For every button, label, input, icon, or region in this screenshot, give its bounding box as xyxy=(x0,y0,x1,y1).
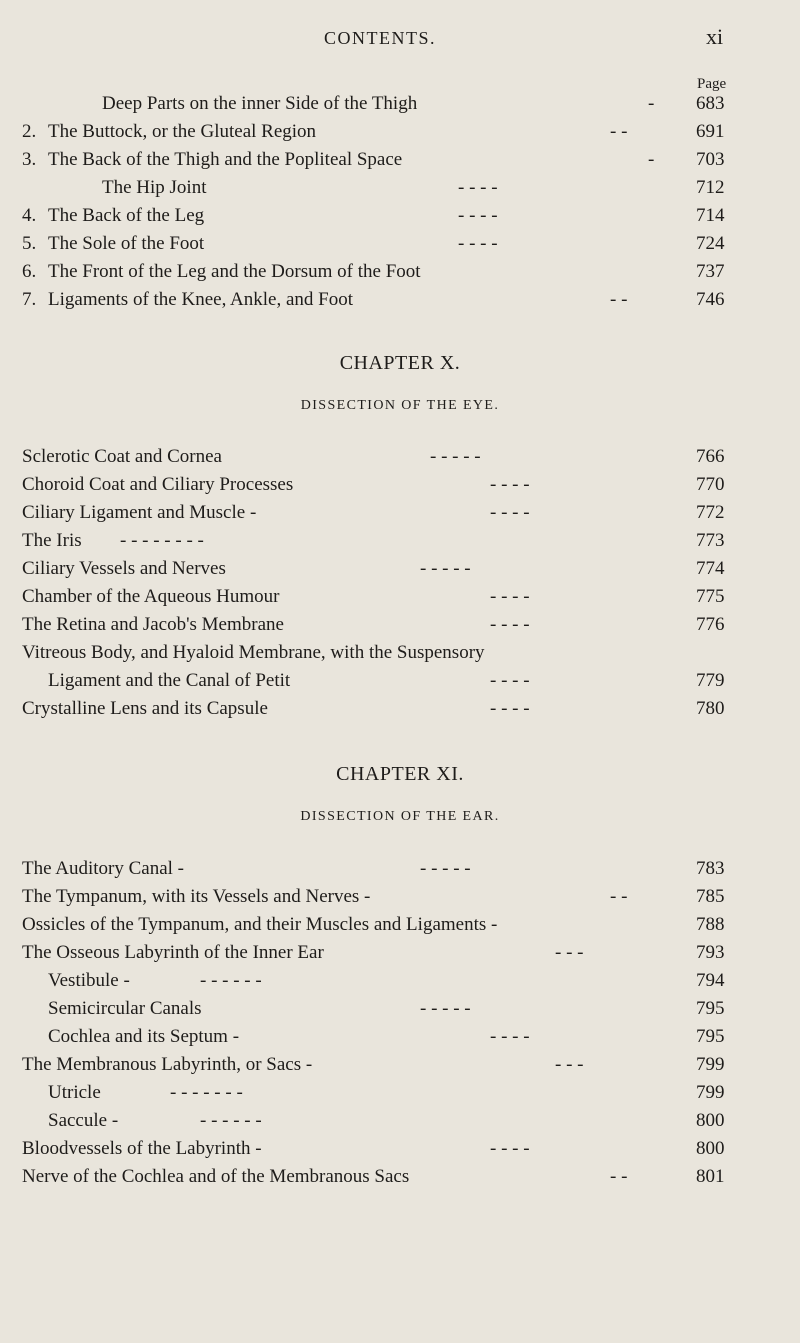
entry-page: 772 xyxy=(696,502,725,523)
entry-title: Nerve of the Cochlea and of the Membranous Sacs xyxy=(22,1166,410,1187)
entry-title: Utricle xyxy=(48,1082,101,1103)
toc-entry xyxy=(0,855,800,883)
entry-title: Vitreous Body, and Hyaloid Membrane, with the Suspensory xyxy=(22,642,485,663)
entry-page: 714 xyxy=(696,205,725,226)
entry-page: 801 xyxy=(696,1166,725,1187)
entry-page: 783 xyxy=(696,858,725,879)
entry-page: 712 xyxy=(696,177,725,198)
entry-title: The Buttock, or the Gluteal Region xyxy=(48,121,317,142)
entry-leader: - - - - - - xyxy=(200,970,262,991)
entry-number: 6. xyxy=(22,261,37,282)
entry-title: Sclerotic Coat and Cornea xyxy=(22,446,222,467)
chapter-heading: CHAPTER X. xyxy=(339,352,461,374)
entry-leader: - - - xyxy=(555,1054,584,1075)
entry-title: Cochlea and its Septum - xyxy=(48,1026,240,1047)
entry-page: 775 xyxy=(696,586,725,607)
entry-title: Ligament and the Canal of Petit xyxy=(48,670,291,691)
entry-leader: - - - - - - xyxy=(200,1110,262,1131)
entry-leader: - - - - xyxy=(490,586,530,607)
entry-leader: - - xyxy=(610,289,628,310)
entry-title: Deep Parts on the inner Side of the Thigh xyxy=(102,93,418,114)
toc-entry xyxy=(0,583,800,611)
entry-leader: - - - - - xyxy=(420,558,471,579)
page-column-label: Page xyxy=(697,76,727,92)
entry-title: Vestibule - xyxy=(48,970,130,991)
toc-entry xyxy=(0,639,800,667)
entry-title: The Osseous Labyrinth of the Inner Ear xyxy=(22,942,324,963)
entry-page: 794 xyxy=(696,970,725,991)
entry-page: 770 xyxy=(696,474,725,495)
entry-leader: - - xyxy=(610,886,628,907)
page-folio: xi xyxy=(706,24,724,49)
entry-page: 785 xyxy=(696,886,725,907)
entry-title: Bloodvessels of the Labyrinth - xyxy=(22,1138,262,1159)
entry-leader: - - - - - xyxy=(420,858,471,879)
entry-leader: - xyxy=(648,149,655,170)
entry-page: 799 xyxy=(696,1054,725,1075)
toc-entry xyxy=(0,202,800,230)
entry-title: Saccule - xyxy=(48,1110,119,1131)
toc-entry xyxy=(0,883,800,911)
entry-leader: - - - - xyxy=(490,474,530,495)
toc-entry xyxy=(0,443,800,471)
entry-leader: - - - - xyxy=(458,233,498,254)
entry-title: Crystalline Lens and its Capsule xyxy=(22,698,268,719)
entry-leader: - - xyxy=(610,121,628,142)
toc-entry xyxy=(0,527,800,555)
entry-leader: - - - - xyxy=(458,177,498,198)
entry-page: 773 xyxy=(696,530,725,551)
entry-title: Choroid Coat and Ciliary Processes xyxy=(22,474,294,495)
entry-page: 766 xyxy=(696,446,725,467)
entry-leader: - - - - xyxy=(490,698,530,719)
entry-title: Ciliary Vessels and Nerves xyxy=(22,558,226,579)
entry-number: 5. xyxy=(22,233,37,254)
toc-entry xyxy=(0,1135,800,1163)
entry-page: 691 xyxy=(696,121,725,142)
entry-title: The Tympanum, with its Vessels and Nerves - xyxy=(22,886,371,907)
toc-entry xyxy=(0,995,800,1023)
entry-leader: - - xyxy=(610,1166,628,1187)
entry-page: 683 xyxy=(696,93,725,114)
entry-title: Ossicles of the Tympanum, and their Muscles and Ligaments - xyxy=(22,914,498,935)
entry-leader: - - - - xyxy=(490,1138,530,1159)
entry-title: The Membranous Labyrinth, or Sacs - xyxy=(22,1054,313,1075)
entry-number: 4. xyxy=(22,205,37,226)
toc-entry xyxy=(0,146,800,174)
entry-page: 793 xyxy=(696,942,725,963)
entry-title: Ligaments of the Knee, Ankle, and Foot xyxy=(48,289,353,310)
entry-page: 779 xyxy=(696,670,725,691)
entry-page: 795 xyxy=(696,1026,725,1047)
toc-entry xyxy=(0,230,800,258)
entry-title: The Front of the Leg and the Dorsum of the Foot xyxy=(48,261,421,282)
running-title: CONTENTS. xyxy=(324,28,436,48)
toc-entry xyxy=(0,1079,800,1107)
entry-leader: - - - - xyxy=(490,614,530,635)
entry-page: 799 xyxy=(696,1082,725,1103)
toc-entry xyxy=(0,258,800,286)
entry-page: 795 xyxy=(696,998,725,1019)
entry-page: 737 xyxy=(696,261,725,282)
chapter-subject: DISSECTION OF THE EAR. xyxy=(300,809,500,824)
entry-leader: - - - - xyxy=(490,502,530,523)
toc-entry xyxy=(0,967,800,995)
running-head xyxy=(0,24,800,54)
toc-entry xyxy=(0,1023,800,1051)
toc-entry xyxy=(0,695,800,723)
entry-page: 703 xyxy=(696,149,725,170)
entry-title: The Back of the Leg xyxy=(48,205,205,226)
toc-entry xyxy=(0,1107,800,1135)
entry-title: The Sole of the Foot xyxy=(48,233,205,254)
entry-title: The Hip Joint xyxy=(102,177,207,198)
chapter-heading: CHAPTER XI. xyxy=(336,763,464,785)
entry-title: The Back of the Thigh and the Popliteal Space xyxy=(48,149,403,170)
toc-entry xyxy=(0,286,800,314)
entry-page: 800 xyxy=(696,1110,725,1131)
toc-entry xyxy=(0,611,800,639)
entry-leader: - xyxy=(648,93,655,114)
entry-leader: - - - - xyxy=(490,670,530,691)
entry-page: 780 xyxy=(696,698,725,719)
toc-entry xyxy=(0,911,800,939)
entry-page: 776 xyxy=(696,614,725,635)
toc-entry xyxy=(0,471,800,499)
entry-leader: - - - - - - - - xyxy=(120,530,204,551)
toc-entry xyxy=(0,90,800,118)
toc-entry xyxy=(0,499,800,527)
entry-title: The Retina and Jacob's Membrane xyxy=(22,614,284,635)
entry-page: 724 xyxy=(696,233,725,254)
toc-entry xyxy=(0,1163,800,1191)
entry-number: 7. xyxy=(22,289,37,310)
toc-entry xyxy=(0,1051,800,1079)
toc-entry xyxy=(0,118,800,146)
entry-title: Semicircular Canals xyxy=(48,998,202,1019)
chapter-subject: DISSECTION OF THE EYE. xyxy=(300,398,500,413)
entry-number: 3. xyxy=(22,149,37,170)
entry-title: Ciliary Ligament and Muscle - xyxy=(22,502,257,523)
entry-title: The Iris xyxy=(22,530,82,551)
toc-entry xyxy=(0,174,800,202)
entry-page: 774 xyxy=(696,558,725,579)
entry-page: 800 xyxy=(696,1138,725,1159)
entry-leader: - - - xyxy=(555,942,584,963)
entry-leader: - - - - xyxy=(490,1026,530,1047)
entry-leader: - - - - - - - xyxy=(170,1082,243,1103)
entry-page: 746 xyxy=(696,289,725,310)
toc-entry xyxy=(0,667,800,695)
entry-leader: - - - - - xyxy=(430,446,481,467)
toc-entry xyxy=(0,939,800,967)
entry-leader: - - - - xyxy=(458,205,498,226)
entry-number: 2. xyxy=(22,121,37,142)
entry-title: Chamber of the Aqueous Humour xyxy=(22,586,280,607)
entry-leader: - - - - - xyxy=(420,998,471,1019)
entry-title: The Auditory Canal - xyxy=(22,858,184,879)
entry-page: 788 xyxy=(696,914,725,935)
toc-entry xyxy=(0,555,800,583)
